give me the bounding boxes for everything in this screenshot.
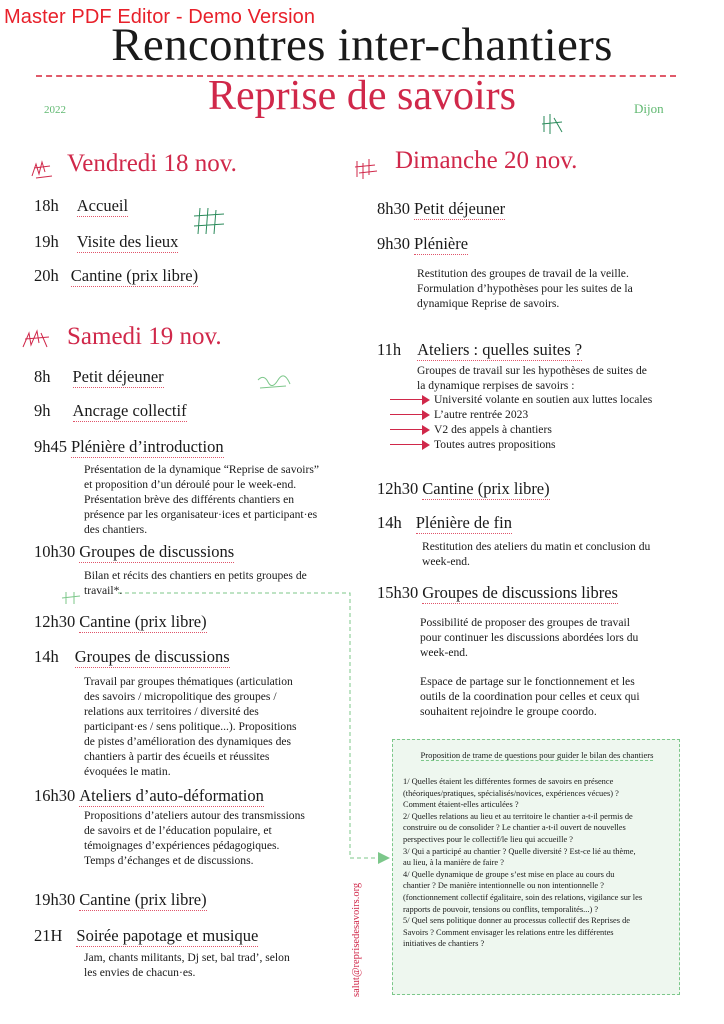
- friday-event-3: [34, 266, 198, 286]
- question-line: (fonctionnement collectif égalitaire, soin des relations, vigilance sur les: [403, 892, 643, 902]
- sunday-heading: Dimanche 20 nov.: [395, 147, 578, 174]
- desc-line: Espace de partage sur le fonctionnement et les: [420, 675, 635, 688]
- event-time: 11h: [377, 340, 402, 359]
- desc-line: pour continuer les discussions abordées lors du: [420, 631, 639, 644]
- event-label: Cantine (prix libre): [422, 479, 550, 498]
- desc-line: des chantiers.: [84, 523, 148, 536]
- arrow-right-icon: [390, 410, 434, 420]
- suites-bullet-list: [390, 392, 652, 452]
- desc-line: Travail par groupes thématiques (articulation: [84, 675, 293, 688]
- event-time: 12h30: [34, 612, 76, 631]
- desc-line: présence par les organisateur·ices et participant·es: [84, 508, 318, 521]
- sunday-event-5-desc: [422, 539, 692, 569]
- arrow-right-icon: [390, 440, 434, 450]
- question-line: Comment étaient-elles articulées ?: [403, 800, 519, 810]
- question-line: chantier ? De manière intentionnelle ou non intentionnelle ?: [403, 881, 604, 891]
- desc-line: les envies de chacun·es.: [84, 966, 196, 979]
- question-line: 1/ Quelles étaient les différentes formes de savoirs en présence: [403, 777, 614, 786]
- event-label: Cantine (prix libre): [79, 612, 207, 631]
- event-time: 14h: [34, 647, 59, 666]
- desc-line: Bilan et récits des chantiers en petits groupes de: [84, 569, 307, 582]
- question-line: 4/ Quelle dynamique de groupe s’est mise en place au cours du: [403, 869, 615, 879]
- saturday-event-4: [34, 542, 234, 562]
- saturday-event-7-desc: [84, 808, 347, 868]
- event-time: 20h: [34, 266, 59, 285]
- event-time: 9h45: [34, 437, 67, 456]
- desc-line: Restitution des ateliers du matin et conclusion du: [422, 540, 651, 553]
- friday-event-1: [34, 196, 128, 216]
- bullet-text: Toutes autres propositions: [434, 438, 556, 451]
- saturday-event-4-desc: [84, 568, 347, 598]
- sunday-event-1: [377, 199, 505, 219]
- desc-line: week-end.: [422, 555, 470, 568]
- saturday-event-3-desc: [84, 462, 347, 537]
- saturday-event-3: [34, 437, 224, 457]
- bullet-item: [390, 422, 652, 437]
- bullet-text: V2 des appels à chantiers: [434, 423, 552, 436]
- saturday-event-6: [34, 647, 230, 667]
- desc-line: Présentation de la dynamique “Reprise de savoirs”: [84, 463, 320, 476]
- arrow-right-icon: [390, 425, 434, 435]
- desc-line: de savoirs et de l’éducation populaire, et: [84, 824, 272, 837]
- saturday-event-2: [34, 401, 187, 421]
- question-line: (théoriques/pratiques, spécialisés/novices, expériences vécues) ?: [403, 788, 619, 798]
- event-label: Plénière de fin: [415, 513, 512, 532]
- desc-line: évoquées le matin.: [84, 765, 171, 778]
- desc-line: participant·es / sens politique...). Propositions: [84, 720, 297, 733]
- desc-line: week-end.: [420, 646, 468, 659]
- question-line: 2/ Quelles relations au lieu et au territoire le chantier a-t-il permis de: [403, 811, 633, 821]
- event-label: Ateliers d’auto-déformation: [79, 786, 264, 805]
- event-label: Cantine (prix libre): [70, 266, 199, 285]
- sunday-event-2-desc: [417, 266, 687, 311]
- page-title: Rencontres inter-chantiers: [111, 19, 613, 71]
- desc-line: des savoirs / micropolitique des groupes /: [84, 690, 277, 703]
- questions-box: [392, 739, 680, 995]
- saturday-event-7: [34, 786, 264, 806]
- bullet-item: [390, 437, 652, 452]
- desc-line: Possibilité de proposer des groupes de travail: [420, 616, 630, 629]
- saturday-event-9: [34, 926, 258, 946]
- desc-line: relations aux territoires / diversité des: [84, 705, 259, 718]
- question-line: Savoirs ? Comment envisager les relations entre les différentes: [403, 927, 614, 937]
- bullet-text: L’autre rentrée 2023: [434, 408, 529, 421]
- desc-line: de pistes d’amélioration des dynamiques des: [84, 735, 292, 748]
- event-label: Groupes de discussions: [74, 647, 230, 666]
- saturday-event-1: [34, 367, 164, 387]
- friday-heading: Vendredi 18 nov.: [67, 150, 237, 177]
- event-label: Ancrage collectif: [72, 401, 187, 420]
- desc-line: et proposition d’un déroulé pour le week-end.: [84, 478, 297, 491]
- sunday-event-6-desc-2: [420, 674, 690, 719]
- desc-line: témoignages d’expériences pédagogiques.: [84, 839, 280, 852]
- desc-line: travail*.: [84, 584, 123, 597]
- event-label: Petit déjeuner: [72, 367, 164, 386]
- desc-line: dynamique Reprise de savoirs.: [417, 297, 560, 310]
- desc-line: chantiers à partir des écueils et réussites: [84, 750, 270, 763]
- sunday-event-3-desc: [417, 363, 702, 393]
- event-time: 12h30: [377, 479, 419, 498]
- event-time: 10h30: [34, 542, 76, 561]
- desc-line: outils de la coordination pour celles et ceux qui: [420, 690, 640, 703]
- questions-list: [403, 776, 673, 950]
- event-time: 18h: [34, 196, 59, 215]
- demo-watermark: Master PDF Editor - Demo Version: [4, 6, 316, 28]
- city-label: Dijon: [634, 101, 664, 116]
- questions-box-title: [401, 750, 673, 762]
- friday-event-2: [34, 232, 178, 252]
- question-line: 3/ Qui a participé au chantier ? Quelle diversité ? Est-ce lié au thème,: [403, 846, 636, 856]
- desc-line: souhaitent rejoindre le groupe coordo.: [420, 705, 597, 718]
- sunday-event-5: [377, 513, 512, 533]
- question-line: perspectives pour le collectif/le lieu qui accueille ?: [403, 834, 573, 844]
- sunday-event-3: [377, 340, 582, 360]
- event-time: 9h: [34, 401, 51, 420]
- question-line: construire ou de consolider ? Le chantier a-t-il ouvert de nouvelles: [403, 823, 626, 833]
- bullet-item: [390, 407, 652, 422]
- saturday-event-5: [34, 612, 207, 632]
- event-time: 8h30: [377, 199, 410, 218]
- sunday-event-6: [377, 583, 618, 603]
- question-line: rapports de pouvoir, tensions ou conflits, temporalités...) ?: [403, 904, 599, 914]
- desc-line: la dynamique rerpises de savoirs :: [417, 379, 575, 392]
- desc-line: Jam, chants militants, Dj set, bal trad’, selon: [84, 951, 290, 964]
- desc-line: Restitution des groupes de travail de la veille.: [417, 267, 629, 280]
- event-label: Ateliers : quelles suites ?: [417, 340, 583, 359]
- desc-line: Présentation brève des différents chantiers en: [84, 493, 295, 506]
- desc-line: Propositions d’ateliers autour des transmissions: [84, 809, 305, 822]
- event-time: 19h: [34, 232, 59, 251]
- sunday-event-2: [377, 234, 468, 254]
- sunday-event-4: [377, 479, 550, 499]
- desc-line: Formulation d’hypothèses pour les suites de la: [417, 282, 633, 295]
- event-time: 8h: [34, 367, 51, 386]
- sunday-event-6-desc: [420, 615, 690, 660]
- event-label: Groupes de discussions libres: [422, 583, 618, 602]
- questions-box-title-text: Proposition de trame de questions pour guider le bilan des chantiers: [420, 750, 654, 760]
- event-label: Visite des lieux: [76, 232, 179, 251]
- saturday-event-8: [34, 890, 207, 910]
- event-time: 14h: [377, 513, 402, 532]
- event-time: 16h30: [34, 786, 76, 805]
- event-label: Accueil: [76, 196, 129, 215]
- page-subtitle: Reprise de savoirs: [208, 73, 516, 119]
- event-label: Plénière d’introduction: [71, 437, 224, 456]
- event-label: Petit déjeuner: [414, 199, 506, 218]
- bullet-text: Université volante en soutien aux luttes locales: [434, 393, 653, 406]
- saturday-event-6-desc: [84, 674, 347, 779]
- question-line: 5/ Quel sens politique donner au processus collectif des Reprises de: [403, 916, 631, 926]
- event-time: 21H: [34, 926, 63, 945]
- year-label: 2022: [44, 104, 66, 116]
- event-label: Plénière: [414, 234, 469, 253]
- event-time: 15h30: [377, 583, 419, 602]
- event-label: Soirée papotage et musique: [76, 926, 259, 945]
- question-line: initiatives de chantiers ?: [403, 939, 485, 949]
- contact-email[interactable]: salut@reprisedesavoirs.org: [351, 882, 362, 997]
- event-time: 9h30: [377, 234, 410, 253]
- desc-line: Groupes de travail sur les hypothèses de suites de: [417, 364, 647, 377]
- event-label: Cantine (prix libre): [79, 890, 207, 909]
- arrow-right-icon: [390, 395, 434, 405]
- question-line: au lieu, à la manière de faire ?: [403, 858, 504, 868]
- saturday-event-9-desc: [84, 950, 347, 980]
- saturday-heading: Samedi 19 nov.: [67, 323, 222, 350]
- event-label: Groupes de discussions: [79, 542, 235, 561]
- event-time: 19h30: [34, 890, 76, 909]
- bullet-item: [390, 392, 652, 407]
- desc-line: Temps d’échanges et de discussions.: [84, 854, 254, 867]
